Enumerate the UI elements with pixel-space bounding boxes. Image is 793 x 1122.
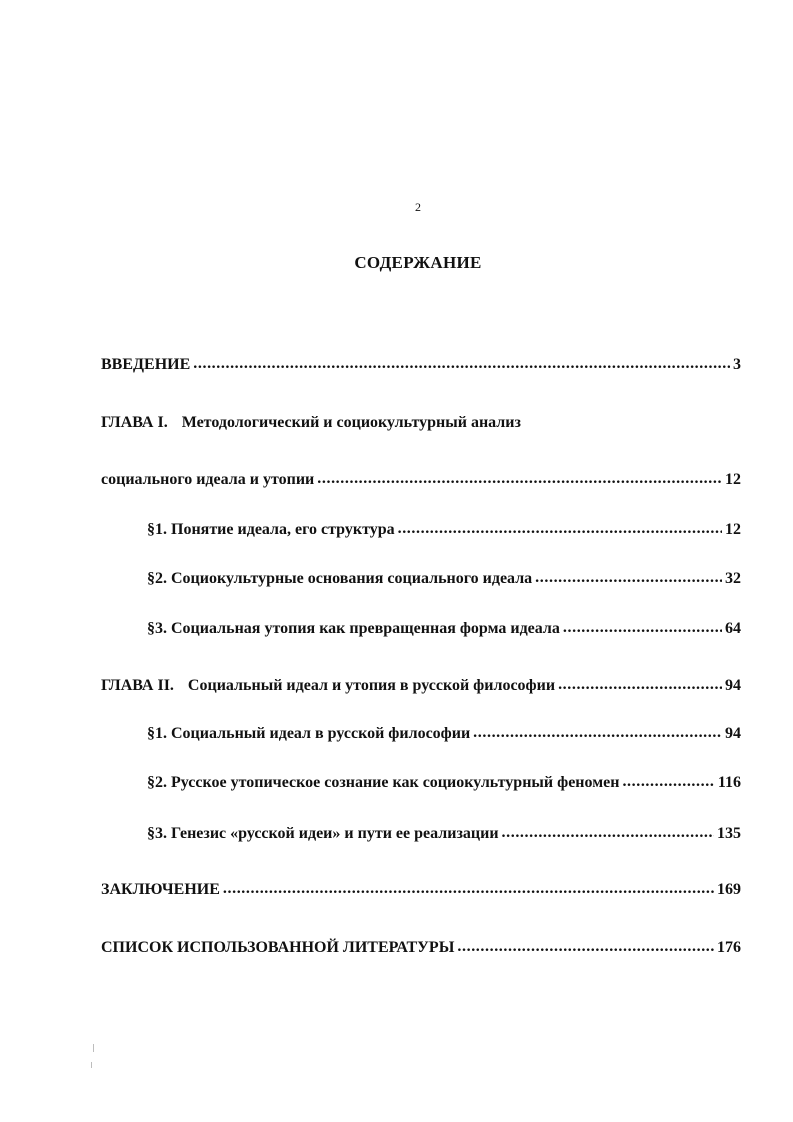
toc-leader-dots — [558, 676, 722, 694]
toc-entry-label: §1. Понятие идеала, его структура — [147, 521, 395, 538]
toc-leader-dots — [317, 470, 722, 488]
toc-entry-page: 12 — [725, 471, 741, 488]
toc-entry-label: СПИСОК ИСПОЛЬЗОВАННОЙ ЛИТЕРАТУРЫ — [101, 939, 455, 956]
toc-leader-dots — [622, 773, 714, 791]
toc-entry-chapter-1[interactable] — [101, 471, 741, 489]
chapter-number: ГЛАВА II. — [101, 677, 174, 694]
toc-entry-introduction[interactable] — [101, 356, 741, 374]
toc-entry-chapter-1-heading[interactable] — [101, 414, 741, 432]
toc-entry-label: ЗАКЛЮЧЕНИЕ — [101, 881, 220, 898]
chapter-title: Социальный идеал и утопия в русской философии — [187, 677, 556, 694]
toc-entry-label: §3. Социальная утопия как превращенная форма идеала — [147, 620, 560, 637]
toc-leader-dots — [535, 569, 722, 587]
toc-entry-chapter-2-section-3[interactable] — [147, 825, 741, 843]
toc-leader-dots — [223, 880, 714, 898]
toc-entry-label: ВВЕДЕНИЕ — [101, 356, 191, 373]
toc-entry-page: 94 — [725, 725, 741, 742]
toc-entry-conclusion[interactable] — [101, 881, 741, 899]
toc-leader-dots — [563, 619, 722, 637]
toc-entry-page: 176 — [717, 939, 741, 956]
toc-entry-page: 3 — [733, 356, 741, 373]
toc-entry-chapter-2-section-1[interactable] — [147, 725, 741, 743]
toc-entry-label: §3. Генезис «русской идеи» и пути ее реализации — [147, 825, 499, 842]
page-title: СОДЕРЖАНИЕ — [354, 253, 482, 272]
toc-entry-label: социального идеала и утопии — [101, 471, 315, 488]
toc-entry-label: §2. Русское утопическое сознание как социокультурный феномен — [147, 774, 620, 791]
page-number: 2 — [415, 200, 421, 214]
toc-entry-label — [101, 677, 555, 695]
toc-entry-page: 169 — [717, 881, 741, 898]
toc-entry-bibliography[interactable] — [101, 939, 741, 957]
toc-entry-chapter-1-section-1[interactable] — [147, 521, 741, 539]
toc-entry-page: 64 — [725, 620, 741, 637]
toc-leader-dots — [398, 520, 722, 538]
toc-entry-label: §1. Социальный идеал в русской философии — [147, 725, 471, 742]
toc-entry-chapter-2[interactable] — [101, 677, 741, 695]
toc-entry-page: 116 — [717, 774, 741, 791]
toc-leader-dots — [457, 938, 714, 956]
scan-artifact-mark — [93, 1044, 94, 1052]
scan-artifact-mark — [91, 1062, 92, 1068]
toc-entry-page: 12 — [725, 521, 741, 538]
toc-entry-chapter-1-section-3[interactable] — [147, 620, 741, 638]
toc-entry-page: 32 — [725, 570, 741, 587]
toc-entry-label: §2. Социокультурные основания социального идеала — [147, 570, 533, 587]
toc-entry-chapter-1-section-2[interactable] — [147, 570, 741, 588]
chapter-title: Методологический и социокультурный анализ — [181, 414, 521, 431]
toc-leader-dots — [193, 355, 730, 373]
toc-leader-dots — [502, 824, 714, 842]
toc-entry-label — [101, 414, 521, 432]
toc-entry-page: 94 — [725, 677, 741, 694]
toc-entry-chapter-2-section-2[interactable] — [147, 774, 741, 792]
toc-entry-page: 135 — [717, 825, 741, 842]
toc-leader-dots — [473, 724, 722, 742]
chapter-number: ГЛАВА I. — [101, 414, 168, 431]
